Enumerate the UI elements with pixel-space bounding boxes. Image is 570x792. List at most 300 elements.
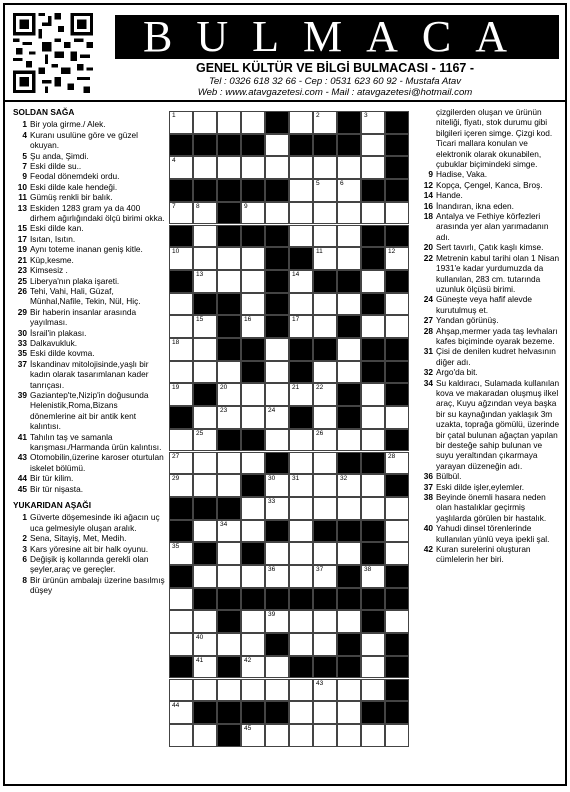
grid-cell[interactable] [169,247,193,270]
grid-cell[interactable] [337,202,361,225]
grid-cell[interactable] [265,474,289,497]
grid-cell[interactable] [169,452,193,475]
grid-cell-black [385,111,409,134]
grid-cell-black [337,452,361,475]
grid-cell[interactable] [361,679,385,702]
grid-cell[interactable] [241,406,265,429]
grid-cell[interactable] [361,429,385,452]
grid-cell[interactable] [241,633,265,656]
grid-cell-black [241,179,265,202]
grid-cell[interactable] [193,361,217,384]
grid-cell[interactable] [313,701,337,724]
grid-cell-black [313,588,337,611]
clue-text: Bülbül. [436,471,462,482]
grid-cell[interactable] [385,542,409,565]
grid-cell[interactable] [313,383,337,406]
grid-cell[interactable] [217,520,241,543]
clue-item [13,255,165,265]
clue-number: 17 [17,233,27,244]
grid-cell[interactable] [361,202,385,225]
clue-number: 6 [22,554,27,565]
grid-cell-black [337,134,361,157]
grid-cell-black [385,156,409,179]
grid-cell[interactable] [265,542,289,565]
grid-cell-black [385,701,409,724]
clue-number: 14 [423,190,433,201]
grid-cell[interactable] [385,724,409,747]
grid-cell[interactable] [217,111,241,134]
grid-cell[interactable] [289,293,313,316]
grid-cell-black [385,338,409,361]
clue-number: 25 [17,275,27,286]
grid-cell[interactable] [241,202,265,225]
clue-number: 35 [17,348,27,359]
grid-cell[interactable] [217,679,241,702]
grid-cell[interactable] [289,565,313,588]
clues-column-left [13,107,165,596]
clue-text: Metrenin kabul tarihi olan 1 Nisan 1931'e kadar yurdumuzda da kullanılan, 283 cm. tutarında uzunluk ölçüsü birimi. [436,252,560,294]
clue-number: 5 [22,150,27,161]
grid-cell[interactable] [241,565,265,588]
grid-cell[interactable] [265,134,289,157]
grid-cell[interactable] [241,724,265,747]
grid-cell[interactable] [193,111,217,134]
grid-cell[interactable] [313,406,337,429]
grid-cell[interactable] [289,156,313,179]
grid-cell[interactable] [337,156,361,179]
grid-cell-black [265,315,289,338]
grid-cell[interactable] [193,270,217,293]
cell-number: 24 [268,407,276,415]
grid-cell-black [241,542,265,565]
grid-cell[interactable] [241,497,265,520]
cell-number: 36 [268,566,276,573]
grid-cell-black [265,111,289,134]
clue-number: 45 [17,483,27,494]
cell-number: 45 [244,724,252,732]
grid-cell[interactable] [241,270,265,293]
grid-cell[interactable] [241,656,265,679]
grid-cell[interactable] [313,247,337,270]
grid-cell[interactable] [241,452,265,475]
cell-number: 2 [316,112,320,119]
grid-cell-black [217,610,241,633]
grid-cell[interactable] [193,452,217,475]
grid-cell-black [217,293,241,316]
grid-cell[interactable] [169,474,193,497]
clue-text: Çisi de denilen kudret helvasının diğer adı. [436,346,556,367]
grid-cell[interactable] [241,156,265,179]
grid-cell[interactable] [265,565,289,588]
grid-cell[interactable] [169,610,193,633]
grid-cell-black [193,701,217,724]
clue-number: 44 [17,473,27,484]
grid-cell[interactable] [289,633,313,656]
cell-number: 11 [316,248,323,256]
grid-cell[interactable] [313,315,337,338]
grid-cell[interactable] [385,406,409,429]
grid-cell-black [217,315,241,338]
grid-cell[interactable] [289,542,313,565]
grid-cell[interactable] [337,474,361,497]
grid-cell[interactable] [289,497,313,520]
grid-cell[interactable] [265,202,289,225]
grid-cell[interactable] [193,247,217,270]
grid-cell[interactable] [265,497,289,520]
clue-text: Beyinde önemli hasara neden olan hastalıklar geçirmiş yaşlılarda görülen bir hastalık. [436,492,547,523]
clue-text: Eski dilde su.. [30,161,82,172]
clue-item [13,119,165,129]
grid-cell[interactable] [241,293,265,316]
grid-cell[interactable] [217,474,241,497]
grid-cell[interactable] [289,474,313,497]
grid-cell[interactable] [289,383,313,406]
grid-cell[interactable] [313,156,337,179]
grid-cell[interactable] [313,429,337,452]
grid-cell[interactable] [313,679,337,702]
grid-cell[interactable] [169,315,193,338]
grid-cell-black [337,520,361,543]
grid-cell[interactable] [337,610,361,633]
grid-cell[interactable] [265,610,289,633]
grid-cell[interactable] [385,520,409,543]
grid-cell[interactable] [169,111,193,134]
clue-number: 22 [423,252,433,263]
grid-cell[interactable] [217,565,241,588]
grid-cell-black [385,383,409,406]
grid-cell[interactable] [265,656,289,679]
grid-cell-black [169,134,193,157]
grid-cell[interactable] [193,406,217,429]
clue-item [13,244,165,254]
grid-cell[interactable] [193,565,217,588]
clue-number: 7 [22,161,27,172]
clue-item [13,130,165,151]
grid-cell[interactable] [313,497,337,520]
grid-cell[interactable] [337,247,361,270]
grid-cell[interactable] [361,497,385,520]
clue-text: Güneşte veya hafif alevde kurutulmuş et. [436,294,532,315]
grid-cell[interactable] [193,610,217,633]
cell-number: 3 [364,112,368,119]
grid-cell[interactable] [313,202,337,225]
cell-number: 31 [292,475,300,483]
clue-item [419,211,561,242]
grid-cell[interactable] [337,701,361,724]
grid-cell[interactable] [385,315,409,338]
clues-column-right [419,107,561,565]
clue-number: 15 [17,223,27,234]
grid-cell[interactable] [169,361,193,384]
grid-cell[interactable] [385,610,409,633]
grid-cell[interactable] [289,610,313,633]
grid-cell-black [193,542,217,565]
grid-cell[interactable] [337,497,361,520]
grid-cell[interactable] [361,156,385,179]
grid-cell[interactable] [289,429,313,452]
clue-text: Kimsesiz . [30,265,68,276]
grid-cell[interactable] [313,293,337,316]
grid-cell[interactable] [361,134,385,157]
grid-cell[interactable] [361,565,385,588]
clue-text: Eski dilde kale hendeği. [30,181,118,192]
grid-cell-black [361,610,385,633]
grid-cell[interactable] [361,656,385,679]
grid-cell[interactable] [289,679,313,702]
grid-cell[interactable] [193,633,217,656]
grid-cell-black [241,588,265,611]
clue-text: Otomobilin,üzerine karoser oturtulan iskelet bölümü. [30,452,164,473]
grid-cell[interactable] [289,520,313,543]
grid-cell-black [217,656,241,679]
clue-number: 9 [428,169,433,180]
clue-text: Güverte döşemesinde iki ağacın uç uca gelmesiyle oluşan aralık. [30,512,160,533]
grid-cell[interactable] [313,610,337,633]
cell-number: 27 [172,452,180,460]
grid-cell-black [313,520,337,543]
grid-cell[interactable] [313,361,337,384]
clue-item [13,544,165,554]
grid-cell[interactable] [313,452,337,475]
grid-cell[interactable] [169,701,193,724]
grid-cell[interactable] [193,520,217,543]
grid-cell[interactable] [361,633,385,656]
grid-cell[interactable] [289,315,313,338]
grid-cell[interactable] [193,429,217,452]
grid-cell[interactable] [193,202,217,225]
grid-cell[interactable] [241,679,265,702]
grid-cell-black [361,701,385,724]
clue-number: 26 [17,285,27,296]
grid-cell[interactable] [193,225,217,248]
grid-cell[interactable] [169,724,193,747]
clue-text: Sert tavırlı, Çatık kaşlı kimse. [436,242,544,253]
clue-item [13,171,165,181]
grid-cell[interactable] [337,179,361,202]
grid-cell[interactable] [313,179,337,202]
grid-cell-black [217,202,241,225]
grid-cell[interactable] [193,474,217,497]
grid-cell[interactable] [217,383,241,406]
clue-number: 4 [22,129,27,140]
grid-cell[interactable] [193,315,217,338]
grid-cell[interactable] [289,225,313,248]
clue-number: 24 [423,294,433,305]
grid-cell[interactable] [337,361,361,384]
grid-cell[interactable] [241,520,265,543]
clue-number: 38 [423,492,433,503]
clue-number: 37 [17,358,27,369]
clue-item [13,203,165,224]
grid-cell[interactable] [217,452,241,475]
grid-cell[interactable] [265,156,289,179]
grid-cell[interactable] [241,315,265,338]
cell-number: 6 [340,180,344,188]
grid-cell[interactable] [265,724,289,747]
grid-cell-black [289,247,313,270]
cell-number: 44 [172,702,180,710]
grid-cell[interactable] [193,724,217,747]
grid-cell-black [241,701,265,724]
grid-cell[interactable] [289,701,313,724]
clue-item [419,190,561,200]
cell-number: 17 [292,316,300,324]
clue-text: Bir tür kilim. [30,473,74,484]
clue-number [419,107,436,169]
cell-number: 15 [196,316,204,324]
grid-cell[interactable] [193,338,217,361]
grid-cell-black [217,179,241,202]
clue-number: 23 [17,265,27,276]
grid-cell[interactable] [361,270,385,293]
grid-cell[interactable] [169,633,193,656]
cell-number: 30 [268,475,276,483]
grid-cell[interactable] [217,633,241,656]
grid-cell-black [289,406,313,429]
grid-cell[interactable] [265,361,289,384]
grid-cell-black [289,338,313,361]
clue-item [419,482,561,492]
grid-cell[interactable] [241,247,265,270]
grid-cell[interactable] [289,202,313,225]
grid-cell[interactable] [169,429,193,452]
clue-text: Eski dilde kan. [30,223,84,234]
grid-cell-black [337,383,361,406]
cell-number: 16 [244,316,252,324]
grid-cell[interactable] [169,202,193,225]
cell-number: 21 [292,384,300,392]
clue-text: Kopça, Çengel, Kanca, Broş. [436,179,543,190]
clue-item [13,484,165,494]
grid-cell[interactable] [313,474,337,497]
grid-cell[interactable] [337,679,361,702]
grid-cell[interactable] [361,724,385,747]
grid-cell[interactable] [313,225,337,248]
grid-cell[interactable] [169,293,193,316]
clue-item [13,338,165,348]
grid-cell[interactable] [337,293,361,316]
grid-cell-black [169,565,193,588]
grid-cell[interactable] [289,452,313,475]
grid-cell[interactable] [265,338,289,361]
grid-cell[interactable] [361,406,385,429]
grid-cell[interactable] [289,179,313,202]
clue-item [13,307,165,328]
grid-cell[interactable] [385,452,409,475]
grid-cell[interactable] [361,383,385,406]
grid-cell[interactable] [193,656,217,679]
grid-cell[interactable] [241,111,265,134]
grid-cell-black [265,633,289,656]
clue-item [13,223,165,233]
grid-cell[interactable] [361,474,385,497]
grid-cell[interactable] [169,156,193,179]
clue-text: Kuranı usulüne göre ve güzel okuyan. [30,129,138,151]
clue-text: Değişik iş kollarında gerekli olan şeyler,araç ve gereçler. [30,554,149,575]
grid-cell[interactable] [289,111,313,134]
grid-cell[interactable] [289,724,313,747]
clue-number: 40 [423,523,433,534]
grid-cell[interactable] [169,588,193,611]
grid-cell[interactable] [265,406,289,429]
grid-cell[interactable] [217,406,241,429]
grid-cell-black [217,134,241,157]
grid-cell[interactable] [265,383,289,406]
clue-item [419,326,561,347]
clue-text: Aynı toteme inanan geniş kitle. [30,244,143,255]
grid-cell[interactable] [265,679,289,702]
grid-cell-black [193,497,217,520]
clue-number: 41 [17,431,27,442]
clue-number: 27 [423,315,433,326]
clue-number: 28 [423,325,433,336]
grid-cell-black [265,520,289,543]
clue-number: 36 [423,471,433,482]
grid-cell[interactable] [217,156,241,179]
contact-line: Tel : 0326 618 32 66 - Cep : 0531 623 60 92 - Mustafa Atav [208,76,462,87]
grid-cell[interactable] [313,724,337,747]
grid-cell[interactable] [217,270,241,293]
grid-cell-black [361,361,385,384]
grid-cell[interactable] [169,383,193,406]
grid-cell[interactable] [337,429,361,452]
grid-cell[interactable] [169,338,193,361]
grid-cell[interactable] [289,270,313,293]
grid-cell[interactable] [361,111,385,134]
grid-cell-black [265,247,289,270]
grid-cell-black [289,134,313,157]
grid-cell[interactable] [313,565,337,588]
cell-number: 20 [220,384,228,392]
clue-item [13,265,165,275]
grid-cell[interactable] [385,247,409,270]
grid-cell-black [169,225,193,248]
grid-cell[interactable] [241,383,265,406]
grid-cell[interactable] [169,542,193,565]
cell-number: 13 [196,270,204,278]
clue-item [13,452,165,473]
grid-cell[interactable] [217,361,241,384]
clue-item [419,471,561,481]
grid-cell[interactable] [337,225,361,248]
grid-cell[interactable] [361,315,385,338]
grid-cell[interactable] [265,429,289,452]
clue-item [419,544,561,565]
grid-cell[interactable] [337,542,361,565]
grid-cell[interactable] [313,111,337,134]
grid-cell[interactable] [169,679,193,702]
grid-cell-black [385,474,409,497]
grid-cell-black [313,338,337,361]
grid-cell[interactable] [385,293,409,316]
grid-cell[interactable] [217,247,241,270]
grid-cell[interactable] [193,156,217,179]
clue-item [13,473,165,483]
cell-number: 43 [316,679,324,687]
clue-text: Bir haberin insanlar arasında yayılması. [30,306,137,328]
grid-cell[interactable] [217,542,241,565]
clue-item [419,378,561,472]
grid-cell[interactable] [337,338,361,361]
grid-cell[interactable] [313,633,337,656]
cell-number: 7 [172,202,176,210]
grid-cell[interactable] [385,202,409,225]
grid-cell[interactable] [313,542,337,565]
grid-cell[interactable] [193,679,217,702]
grid-cell[interactable] [385,497,409,520]
grid-cell[interactable] [337,724,361,747]
grid-cell[interactable] [241,610,265,633]
